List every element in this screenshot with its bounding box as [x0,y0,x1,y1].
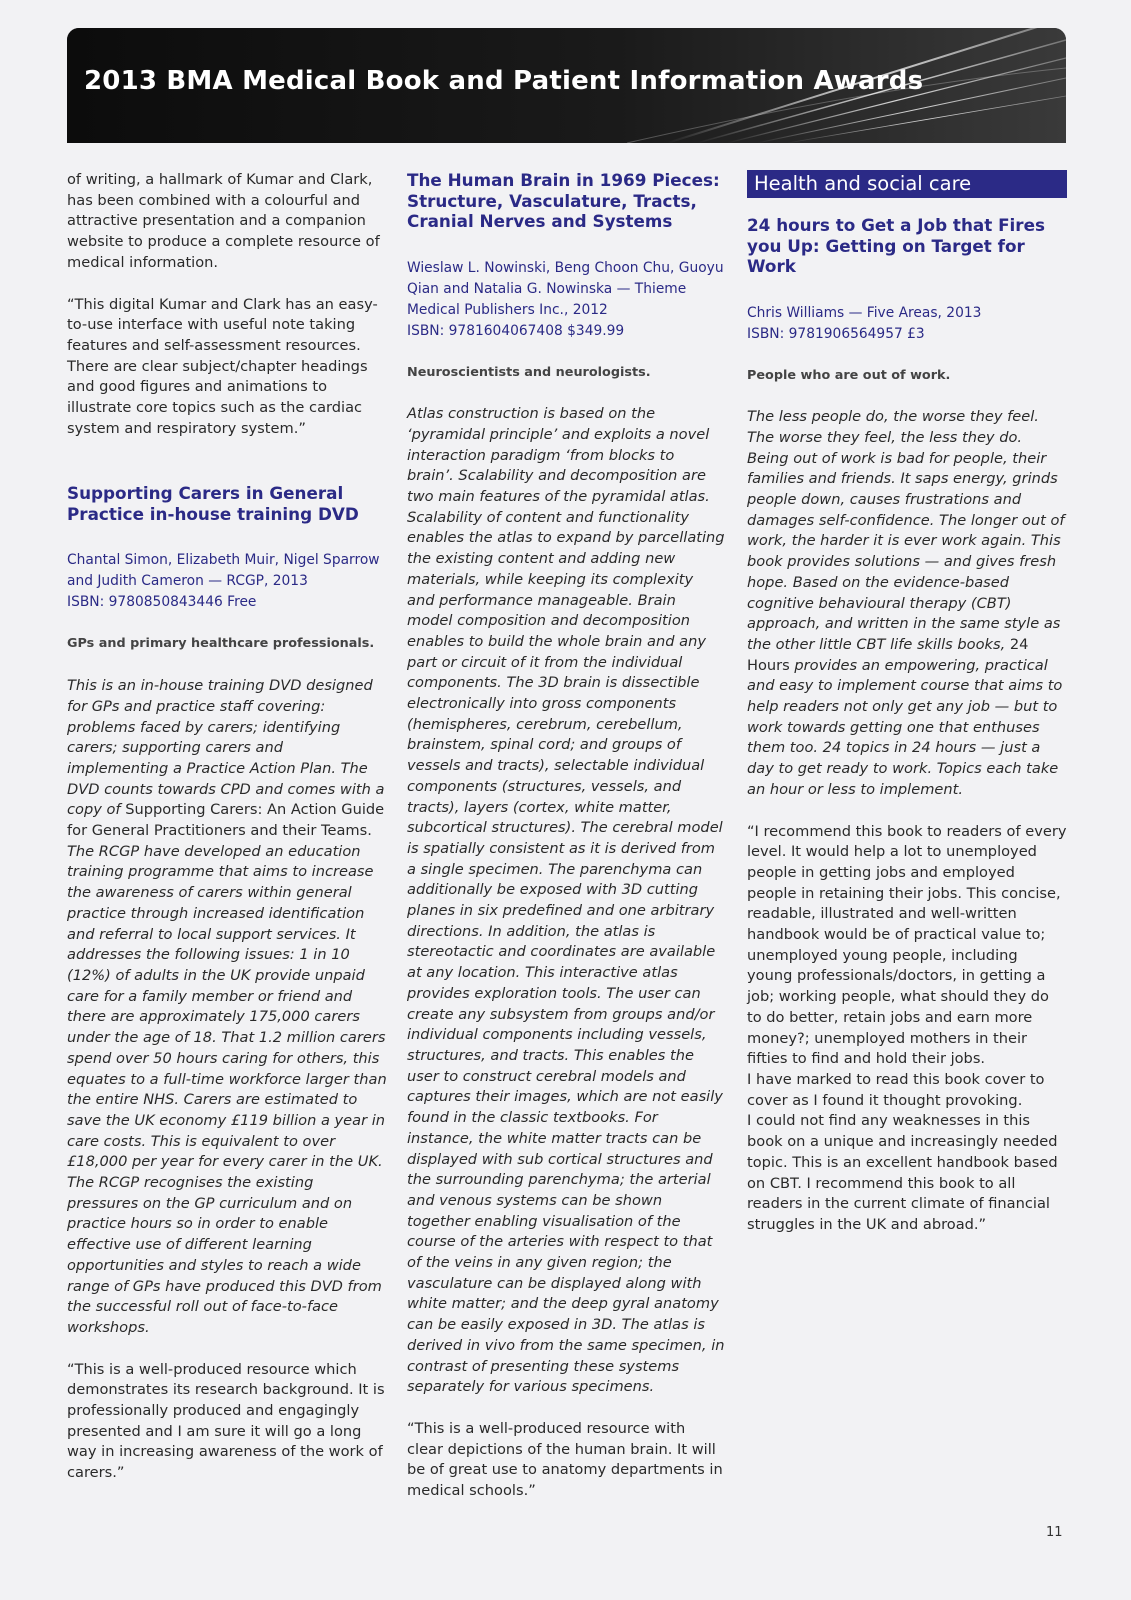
book-description [747,407,1067,800]
column-left [67,170,387,1484]
book-title: The Human Brain in 1969 Pieces: Structure, Vasculature, Tracts, Cranial Nerves and Systems [407,170,720,231]
header-banner [67,28,1066,143]
column-middle [407,170,725,1502]
book-description-part2: provides an empowering, practical and easy to implement course that aims to help readers not only get any job — but to work towards getting one that enthuses them too. 24 topics in 24 hours — just a day to get ready to work. Topics each take an hour or less to implement. [747,656,1063,798]
review-quote: “This is a well-produced resource which demonstrates its research background. It is professionally produced and engagingly presented and I am sure it will go a long way in increasing awareness of the work of carers.” [67,1360,385,1482]
column-right [747,170,1067,1236]
book-authors: Wieslaw L. Nowinski, Beng Choon Chu, Guoyu Qian and Natalia G. Nowinska — Thieme Medical Publishers Inc., 2012 [407,259,724,318]
intro-paragraph: of writing, a hallmark of Kumar and Clark, has been combined with a colourful and attractive presentation and a companion website to produce a complete resource of medical information. [67,171,380,271]
book-isbn: ISBN: 9781906564957 £3 [747,325,925,342]
intro-quote: “This digital Kumar and Clark has an easy-to-use interface with useful note taking features and self-assessment resources. There are clear subject/chapter headings and good figures and animations to illustrate core topics such as the cardiac system and respiratory system.” [67,295,378,437]
review-quote-part2: I have marked to read this book cover to cover as I found it thought provoking. [747,1071,1045,1109]
review-quote: “This is a well-produced resource with clear depictions of the human brain. It will be of great use to anatomy departments in medical schools.” [407,1419,723,1500]
book-description-part1: This is an in-house training DVD designed for GPs and practice staff covering: problems faced by carers; identifying carers; supporting carers and implementing a Practice Action Plan. The DVD counts towards CPD and comes with a copy of [67,677,385,819]
book-authors: Chantal Simon, Elizabeth Muir, Nigel Sparrow and Judith Cameron — RCGP, 2013 [67,552,380,590]
book-authors: Chris Williams — Five Areas, 2013 [747,304,982,321]
book-audience: GPs and primary healthcare professionals. [67,636,375,652]
section-heading: Health and social care [747,170,1067,198]
book-audience: People who are out of work. [747,367,951,383]
book-description [67,676,387,1339]
book-description-title-ref: 24 Hours [747,635,1029,674]
book-audience: Neuroscientists and neurologists. [407,364,651,380]
book-description-title-ref: Supporting Carers: An Action Guide for General Practitioners and their Teams. [67,801,385,840]
review-quote-part1: “I recommend this book to readers of every level. It would help a lot to unemployed people in getting jobs and employed people in retaining their jobs. This concise, readable, illustrated and well-written handbook would be of practical value to; unemployed young people, including young professionals/doctors, in getting a job; working people, what should they do to do better, retain jobs and earn more money?; unemployed mothers in their fifties to find and hold their jobs. [747,822,1067,1068]
book-description-part1: The less people do, the worse they feel. The worse they feel, the less they do. Being out of work is bad for people, their families and friends. It saps energy, grinds people down, causes frustrations and damages self-confidence. The longer out of work, the harder it is ever work again. This book provides solutions — and gives fresh hope. Based on the evidence-based cognitive behavioural therapy (CBT) approach, and written in the same style as the other little CBT life skills books, [747,408,1065,653]
book-description-part2: The RCGP have developed an education training programme that aims to increase the awareness of carers within general practice through increased identification and referral to local support services. It addresses the following issues: 1 in 10 (12%) of adults in the UK provide unpaid care for a family member or friend and there are approximately 175,000 carers under the age of 18. That 1.2 million carers spend over 50 hours caring for others, this equates to a full-time workforce larger than the entire NHS. Carers are estimated to save the UK economy £119 billion a year in care costs. This is equivalent to over £18,000 per year for every carer in the UK. The RCGP recognises the existing pressures on the GP curriculum and on practice hours so in order to enable effective use of different learning opportunities and styles to reach a wide range of GPs have produced this DVD from the successful roll out of face-to-face workshops. [67,842,387,1336]
review-quote-part3: I could not find any weaknesses in this book on a unique and increasingly needed topic. This is an excellent handbook based on CBT. I recommend this book to all readers in the current climate of financial struggles in the UK and abroad.” [747,1112,1058,1233]
book-title: Supporting Carers in General Practice in-house training DVD [67,483,359,524]
book-isbn: ISBN: 9781604067408 $349.99 [407,322,625,339]
page-number: 11 [1046,1525,1063,1540]
book-isbn: ISBN: 9780850843446 Free [67,594,257,611]
page-title: 2013 BMA Medical Book and Patient Information Awards [84,66,924,96]
book-title: 24 hours to Get a Job that Fires you Up: Getting on Target for Work [747,215,1045,276]
book-description: Atlas construction is based on the ‘pyramidal principle’ and exploits a novel interaction paradigm ‘from blocks to brain’. Scalability and decomposition are two main features of the pyramidal atlas. Scalability of content and functionality enables the atlas to expand by parcellating the existing content and adding new materials, while keeping its complexity and performance manageable. Brain model composition and decomposition enables to build the whole brain and any part or circuit of it from the individual components. The 3D brain is dissectible electronically into gross components (hemispheres, cerebrum, cerebellum, brainstem, spinal cord; and groups of vessels and tracts), selectable individual components (structures, vessels, and tracts), layers (cortex, white matter, subcortical structures). The cerebral model is spatially consistent as it is derived from a single specimen. The parenchyma can additionally be exposed with 3D cutting planes in six predefined and one arbitrary directions. In addition, the atlas is stereotactic and coordinates are available at any location. This interactive atlas provides exploration tools. The user can create any subsystem from groups and/or individual components including vessels, structures, and tracts. This enables the user to construct cerebral models and captures their images, which are not easily found in the classic textbooks. For instance, the white matter tracts can be displayed with sub cortical structures and the surrounding parenchyma; the arterial and venous systems can be shown together enabling visualisation of the course of the arteries with respect to that of the veins in any given region; the vasculature can be displayed along with white matter; and the deep gyral anatomy can be easily exposed in 3D. The atlas is derived in vivo from the same specimen, in contrast of presenting these systems separately for various specimens. [407,405,725,1396]
